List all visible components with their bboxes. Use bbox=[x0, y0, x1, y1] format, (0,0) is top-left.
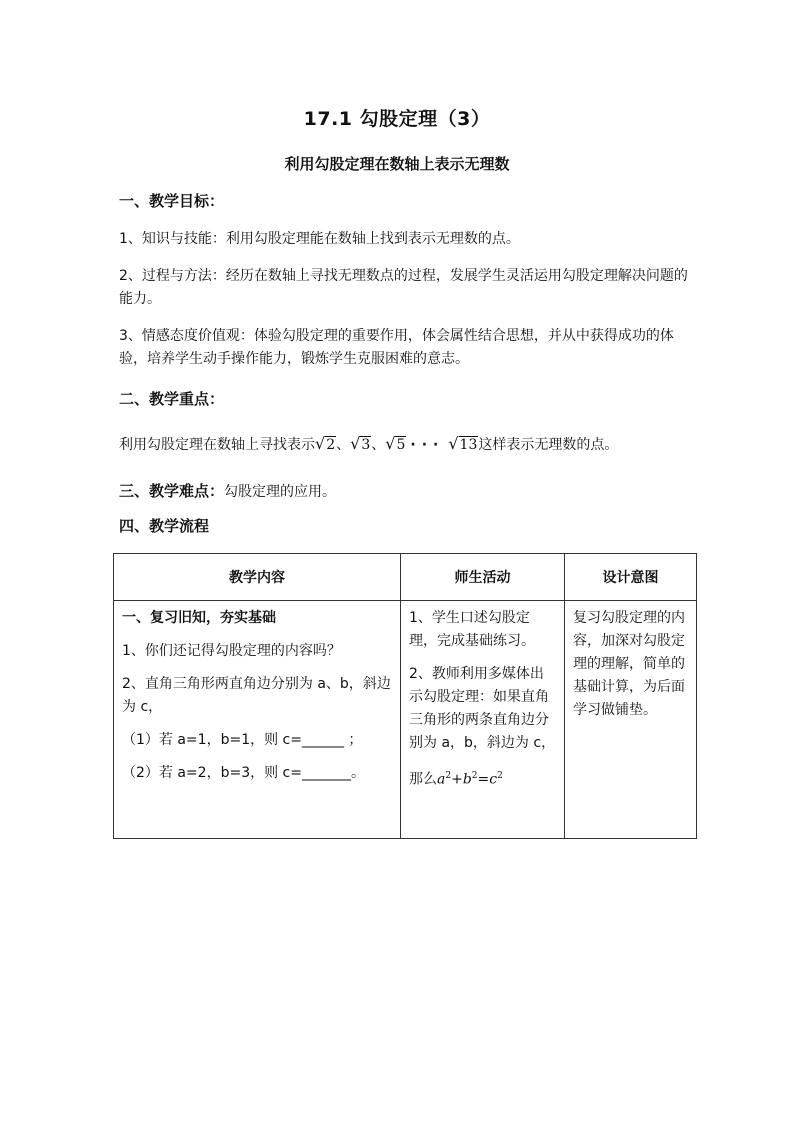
table-row bbox=[114, 601, 697, 839]
section-flow-heading: 四、教学流程 bbox=[119, 517, 210, 535]
objective-1: 1、知识与技能：利用勾股定理能在数轴上找到表示无理数的点。 bbox=[119, 231, 520, 247]
question-2: 2、直角三角形两直角边分别为 a、b，斜边为 c， bbox=[122, 676, 391, 715]
ellipsis-dots: ··· bbox=[410, 437, 445, 453]
question-2-1: （1）若 a=1，b=1，则 c=______ ； bbox=[122, 732, 363, 748]
difficulty-line bbox=[119, 480, 689, 504]
cell-intent bbox=[565, 601, 697, 839]
header-activity: 师生活动 bbox=[401, 554, 565, 601]
question-1: 1、你们还记得勾股定理的内容吗？ bbox=[122, 643, 341, 659]
sqrt-13: √13 bbox=[448, 434, 478, 453]
table-header-row bbox=[114, 554, 697, 601]
activity-2: 2、教师利用多媒体出示勾股定理：如果直角三角形的两条直角边分别为 a，b，斜边为 c， bbox=[409, 666, 556, 751]
section-objectives-heading: 一、教学目标： bbox=[119, 192, 225, 210]
header-content: 教学内容 bbox=[114, 554, 401, 601]
sqrt-5: √5 bbox=[385, 434, 406, 453]
teaching-flow-table bbox=[113, 553, 697, 839]
section-difficulty-heading: 三、教学难点： bbox=[119, 482, 225, 500]
keypoint-text bbox=[119, 432, 689, 457]
objective-2: 2、过程与方法：经历在数轴上寻找无理数点的过程，发展学生灵活运用勾股定理解决问题的能力。 bbox=[119, 268, 688, 307]
review-heading: 一、复习旧知，夯实基础 bbox=[122, 610, 276, 626]
page-subtitle: 利用勾股定理在数轴上表示无理数 bbox=[284, 155, 510, 173]
objective-3: 3、情感态度价值观：体验勾股定理的重要作用，体会属性结合思想，并从中获得成功的体验，培养学生动手操作能力，锻炼学生克服困难的意志。 bbox=[119, 328, 674, 367]
header-intent: 设计意图 bbox=[565, 554, 697, 601]
activity-formula: 那么$a^2+b^2=c^2$ bbox=[409, 771, 503, 788]
intent-text: 复习勾股定理的内容，加深对勾股定理的理解，简单的基础计算，为后面学习做铺垫。 bbox=[573, 610, 685, 718]
cell-content bbox=[114, 601, 401, 839]
separator: 、 bbox=[371, 437, 386, 453]
separator: 、 bbox=[336, 437, 351, 453]
question-2-2: （2）若 a=2，b=3，则 c=_______。 bbox=[122, 765, 365, 781]
difficulty-text: 勾股定理的应用。 bbox=[224, 484, 337, 500]
sqrt-2: √2 bbox=[315, 434, 336, 453]
keypoint-suffix: 这样表示无理数的点。 bbox=[478, 437, 619, 453]
cell-activity bbox=[401, 601, 565, 839]
section-keypoint-heading: 二、教学重点： bbox=[119, 390, 225, 408]
activity-1: 1、学生口述勾股定理，完成基础练习。 bbox=[409, 610, 535, 649]
keypoint-prefix: 利用勾股定理在数轴上寻找表示 bbox=[119, 437, 315, 453]
page-title: 17.1 勾股定理（3） bbox=[303, 108, 491, 130]
sqrt-3: √3 bbox=[350, 434, 371, 453]
